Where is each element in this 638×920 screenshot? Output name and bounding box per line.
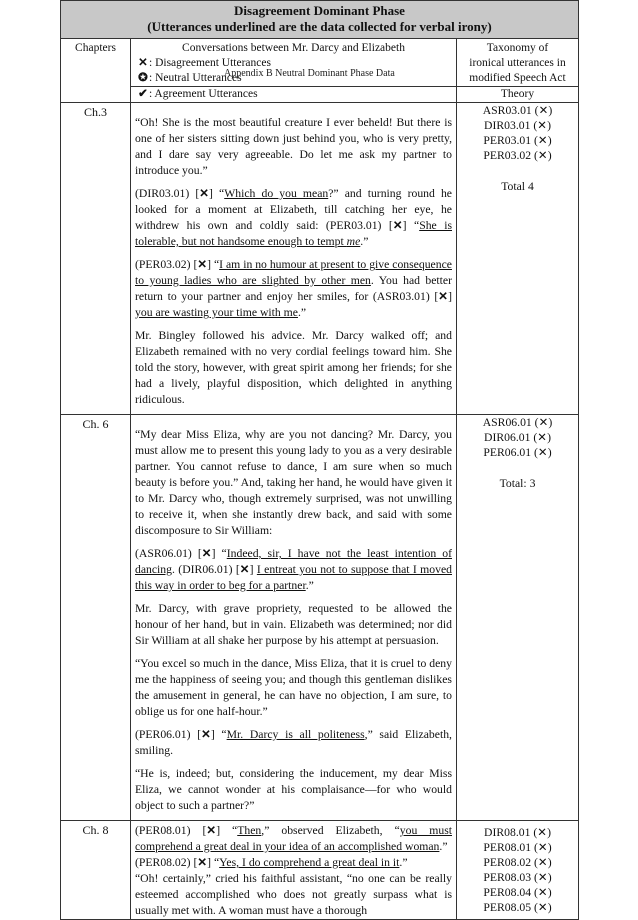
- taxonomy-cell: [457, 415, 579, 821]
- taxonomy-item: DIR08.01 (✕): [484, 826, 551, 839]
- title-line-1: Disagreement Dominant Phase: [234, 3, 405, 18]
- irony-utterance: Indeed, sir, I have not the least intention of dancing: [135, 547, 452, 576]
- table-row: [61, 821, 579, 920]
- data-table: [60, 0, 579, 920]
- chapter-label: Ch.3: [83, 105, 107, 119]
- paragraph: (PER06.01) [✕] “Mr. Darcy is all politeness,” said Elizabeth, smiling.: [135, 728, 452, 757]
- header-row: [61, 39, 579, 87]
- legend-agreement: [131, 87, 456, 102]
- irony-utterance: you are wasting your time with me: [135, 306, 298, 319]
- taxonomy-cell: [457, 103, 579, 415]
- cross-icon: ✕: [392, 219, 403, 232]
- header-taxonomy-line-3: modified Speech Act: [469, 72, 566, 84]
- cross-icon: ✕: [197, 856, 208, 869]
- paragraph: “Oh! She is the most beautiful creature I ever beheld! But there is one of her sisters sitting down just behind you, who is very pretty, and I dare say very agreeable. Do let me ask my partner to introduce you.”: [135, 116, 452, 177]
- cross-icon: ✕: [206, 824, 217, 837]
- header-chapters: [61, 39, 131, 103]
- irony-utterance: Which do you mean: [224, 187, 329, 200]
- irony-utterance: Yes, I do comprehend a great deal in it: [219, 856, 400, 869]
- header-taxonomy-line-1: Taxonomy of: [486, 42, 549, 54]
- cross-icon: ✕: [201, 547, 212, 560]
- cross-icon: ✕: [438, 290, 449, 303]
- legend-agreement-cell: [131, 87, 457, 103]
- irony-utterance: I am in no humour at present to give consequence to young ladies who are slighted by other men: [135, 258, 452, 287]
- conversation-cell: [131, 103, 457, 415]
- header-chapters-label: Chapters: [75, 42, 116, 54]
- taxonomy-item: DIR06.01 (✕): [484, 431, 551, 444]
- taxonomy-item: PER03.02 (✕): [483, 149, 552, 162]
- table-row: [61, 103, 579, 415]
- taxonomy-total: Total: 3: [499, 477, 536, 490]
- legend-disagreement-text: : Disagreement Utterances: [149, 57, 271, 69]
- chapter-cell: [61, 103, 131, 415]
- header-taxonomy-line-2: ironical utterances in: [469, 57, 566, 69]
- header-taxonomy-line-4: Theory: [457, 86, 578, 102]
- header-conversations-label: Conversations between Mr. Darcy and Elizabeth: [182, 42, 405, 54]
- paragraph: “He is, indeed; but, considering the inducement, my dear Miss Eliza, we cannot wonder at his complaisance—for who would object to such a partner?”: [135, 767, 452, 812]
- irony-utterance: She is tolerable, but not handsome enough to tempt: [135, 219, 452, 248]
- taxonomy-item: PER08.01 (✕): [483, 841, 552, 854]
- chapter-cell: [61, 821, 131, 920]
- paragraph: (DIR03.01) [✕] “Which do you mean?” and turning round he looked for a moment at Elizabeth, till catching her eye, he withdrew his own and coldly said: (PER03.01) [✕] “She is tolerable, but not handsome enough to tempt me.”: [135, 187, 452, 248]
- legend-neutral-text: : Neutral Utterances: [149, 72, 242, 84]
- taxonomy-item: PER03.01 (✕): [483, 134, 552, 147]
- chapter-cell: [61, 415, 131, 821]
- paragraph: “You excel so much in the dance, Miss Eliza, that it is cruel to deny me the happiness of seeing you; and though this gentleman dislikes the amusement in general, he can have no objection, I am sure, to oblige us for one half-hour.”: [135, 657, 452, 718]
- table-row: [61, 415, 579, 821]
- paragraph: (PER08.01) [✕] “Then,” observed Elizabeth, “you must comprehend a great deal in your idea of an accomplished woman.”: [135, 824, 452, 853]
- irony-utterance: Mr. Darcy is all politeness: [226, 728, 365, 741]
- appendix-overlay-label: Appendix B Neutral Dominant Phase Data: [224, 68, 395, 79]
- check-icon: ✔: [138, 88, 148, 100]
- paragraph: “Oh! certainly,” cried his faithful assistant, “no one can be really esteemed accomplished who does not greatly surpass what is usually met with. A woman must have a thorough: [135, 872, 452, 917]
- irony-utterance-emphasis: me: [346, 235, 361, 248]
- cross-icon: ✕: [239, 563, 250, 576]
- irony-utterance: I entreat you not to suppose that I moved this way in order to beg for a partner: [135, 563, 452, 592]
- cross-icon: ✕: [197, 258, 208, 271]
- taxonomy-total: Total 4: [501, 180, 534, 193]
- paragraph: Mr. Darcy, with grave propriety, requested to be allowed the honour of her hand, but in vain. Elizabeth was determined; nor did Sir William at all shake her purpose by his attempt at persuasion.: [135, 602, 452, 647]
- cross-icon: ✕: [138, 57, 148, 69]
- paragraph: (PER08.02) [✕] “Yes, I do comprehend a great deal in it.”: [135, 856, 408, 869]
- taxonomy-item: ASR03.01 (✕): [482, 104, 553, 117]
- paragraph: (PER03.02) [✕] “I am in no humour at present to give consequence to young ladies who are slighted by other men. You had better return to your partner and enjoy her smiles, for (ASR03.01) [✕] you are wasting your time with me.”: [135, 258, 452, 319]
- header-conversations: [131, 39, 457, 87]
- legend-agreement-text: : Agreement Utterances: [149, 88, 258, 100]
- conversation-cell: [131, 415, 457, 821]
- taxonomy-item: DIR03.01 (✕): [484, 119, 551, 132]
- title-line-2: (Utterances underlined are the data collected for verbal irony): [147, 19, 492, 34]
- table-title: [61, 1, 579, 39]
- paragraph: “My dear Miss Eliza, why are you not dancing? Mr. Darcy, you must allow me to present this young lady to you as a very desirable partner. You cannot refuse to dance, I am sure when so much beauty is before you.” And, taking her hand, he would have given it to Mr. Darcy who, though extremely surprised, was not unwilling to receive it, when she instantly drew back, and said with some discomposure to Sir William:: [135, 428, 452, 537]
- chapter-label: Ch. 8: [82, 823, 109, 837]
- taxonomy-item: PER08.03 (✕): [483, 871, 552, 884]
- cross-icon: ✕: [199, 187, 210, 200]
- taxonomy-cell: [457, 821, 579, 920]
- conversation-cell: [131, 821, 457, 920]
- chapter-label: Ch. 6: [82, 417, 109, 431]
- taxonomy-item: PER08.04 (✕): [483, 886, 552, 899]
- taxonomy-item: ASR06.01 (✕): [482, 416, 553, 429]
- cross-icon: ✕: [201, 728, 211, 741]
- irony-utterance: Then: [237, 824, 262, 837]
- paragraph: Mr. Bingley followed his advice. Mr. Darcy walked off; and Elizabeth remained with no very cordial feelings toward him. She told the story, however, with great spirit among her friends; for she had a lively, playful disposition, which delighted in anything ridiculous.: [135, 329, 452, 406]
- title-row: [61, 1, 579, 39]
- circle-icon: ✪: [138, 72, 148, 84]
- taxonomy-item: PER06.01 (✕): [483, 446, 552, 459]
- paragraph: (ASR06.01) [✕] “Indeed, sir, I have not the least intention of dancing. (DIR06.01) [✕] I entreat you not to suppose that I moved this way in order to beg for a partner.”: [135, 547, 452, 592]
- header-taxonomy: [457, 39, 579, 103]
- taxonomy-item: PER08.05 (✕): [483, 901, 552, 914]
- taxonomy-item: PER08.02 (✕): [483, 856, 552, 869]
- irony-utterance: you must comprehend a great deal in your idea of an accomplished woman: [135, 824, 452, 853]
